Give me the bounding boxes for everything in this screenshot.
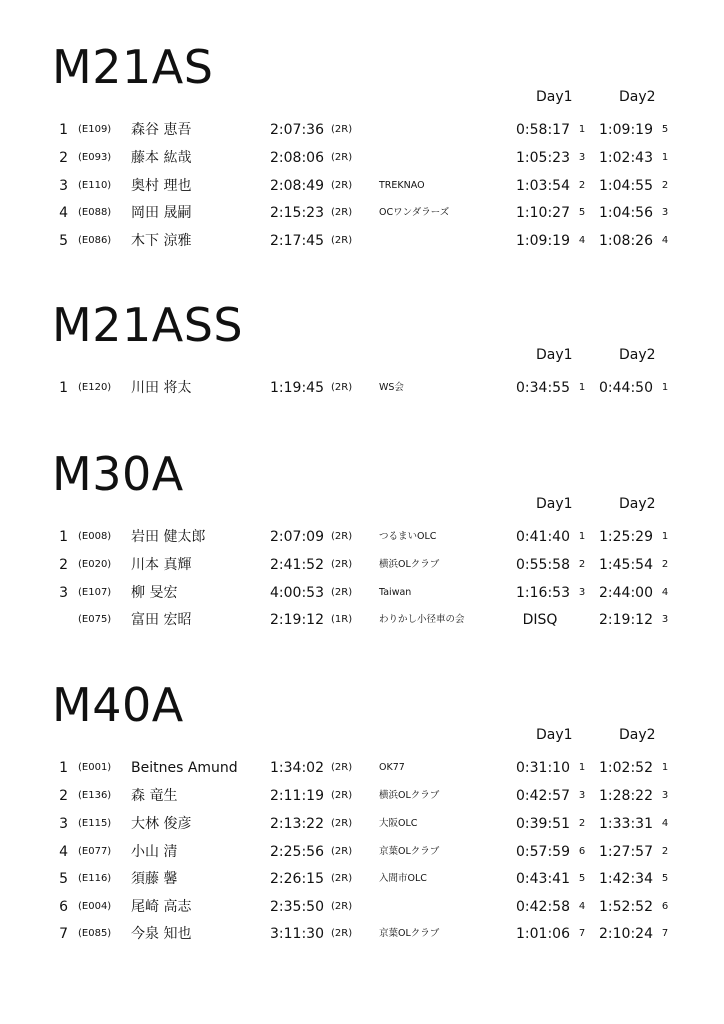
- total-time: 4:00:53: [270, 585, 324, 601]
- runs-count: (2R): [331, 531, 353, 542]
- rank: 2: [59, 150, 68, 166]
- result-row: [0, 897, 724, 917]
- club: 入間市OLC: [379, 873, 427, 884]
- result-row: [0, 786, 724, 806]
- day2-header: Day2: [619, 347, 656, 363]
- rank: 7: [59, 926, 68, 942]
- result-row: [0, 176, 724, 196]
- bib-number: (E116): [78, 873, 112, 884]
- club: 京葉OLクラブ: [379, 846, 440, 857]
- runs-count: (2R): [331, 124, 353, 135]
- rank: 4: [59, 205, 68, 221]
- bib-number: (E088): [78, 207, 112, 218]
- runner-name: 藤本 紘哉: [131, 150, 192, 166]
- runner-name: 小山 清: [131, 844, 178, 860]
- rank: 5: [59, 871, 68, 887]
- class-title: M21AS: [52, 40, 214, 94]
- day2-time: 1:27:57: [599, 844, 653, 860]
- total-time: 2:07:36: [270, 122, 324, 138]
- day1-rank: 4: [578, 235, 586, 246]
- day1-header: Day1: [536, 496, 573, 512]
- total-time: 2:19:12: [270, 612, 324, 628]
- runs-count: (2R): [331, 235, 353, 246]
- result-row: [0, 842, 724, 862]
- runs-count: (2R): [331, 818, 353, 829]
- bib-number: (E008): [78, 531, 112, 542]
- day2-rank: 2: [661, 846, 669, 857]
- day2-rank: 1: [661, 762, 669, 773]
- bib-number: (E004): [78, 901, 112, 912]
- rank: 1: [59, 529, 68, 545]
- club: 横浜OLクラブ: [379, 790, 440, 801]
- bib-number: (E075): [78, 614, 112, 625]
- runs-count: (1R): [331, 614, 353, 625]
- day1-time: 1:10:27: [516, 205, 570, 221]
- day1-time: 0:57:59: [516, 844, 570, 860]
- day2-time: 2:44:00: [599, 585, 653, 601]
- runner-name: 須藤 馨: [131, 871, 178, 887]
- day1-time: 1:03:54: [516, 178, 570, 194]
- total-time: 2:26:15: [270, 871, 324, 887]
- runner-name: Beitnes Amund: [131, 760, 238, 776]
- bib-number: (E110): [78, 180, 112, 191]
- bib-number: (E115): [78, 818, 112, 829]
- day2-rank: 7: [661, 928, 669, 939]
- bib-number: (E109): [78, 124, 112, 135]
- runner-name: 大林 俊彦: [131, 816, 192, 832]
- bib-number: (E136): [78, 790, 112, 801]
- day2-rank: 4: [661, 818, 669, 829]
- runner-name: 川本 真輝: [131, 557, 192, 573]
- day2-rank: 1: [661, 382, 669, 393]
- club: 大阪OLC: [379, 818, 418, 829]
- day2-time: 1:02:52: [599, 760, 653, 776]
- total-time: 2:08:06: [270, 150, 324, 166]
- day1-time: 1:09:19: [516, 233, 570, 249]
- day2-rank: 4: [661, 587, 669, 598]
- day1-rank: 5: [578, 873, 586, 884]
- runs-count: (2R): [331, 928, 353, 939]
- bib-number: (E086): [78, 235, 112, 246]
- runs-count: (2R): [331, 559, 353, 570]
- day1-time: 0:34:55: [516, 380, 570, 396]
- day2-time: 1:09:19: [599, 122, 653, 138]
- runner-name: 森谷 恵吾: [131, 122, 192, 138]
- runner-name: 富田 宏昭: [131, 612, 192, 628]
- bib-number: (E107): [78, 587, 112, 598]
- result-row: [0, 610, 724, 630]
- total-time: 2:17:45: [270, 233, 324, 249]
- bib-number: (E077): [78, 846, 112, 857]
- day1-time: 0:58:17: [516, 122, 570, 138]
- result-row: [0, 527, 724, 547]
- day2-time: 2:10:24: [599, 926, 653, 942]
- club: 横浜OLクラブ: [379, 559, 440, 570]
- day1-rank: 1: [578, 762, 586, 773]
- class-title: M21ASS: [52, 298, 244, 352]
- day2-rank: 4: [661, 235, 669, 246]
- day1-rank: 7: [578, 928, 586, 939]
- class-title: M40A: [52, 678, 184, 732]
- total-time: 2:08:49: [270, 178, 324, 194]
- day2-time: 1:04:56: [599, 205, 653, 221]
- day1-time: 0:42:57: [516, 788, 570, 804]
- day2-time: 1:04:55: [599, 178, 653, 194]
- day2-time: 0:44:50: [599, 380, 653, 396]
- day2-rank: 3: [661, 207, 669, 218]
- result-row: [0, 203, 724, 223]
- day2-time: 1:08:26: [599, 233, 653, 249]
- club: わりかし小径車の会: [379, 614, 465, 625]
- day2-time: 1:02:43: [599, 150, 653, 166]
- result-row: [0, 869, 724, 889]
- runner-name: 岩田 健太郎: [131, 529, 206, 545]
- result-row: [0, 148, 724, 168]
- day1-time: 0:31:10: [516, 760, 570, 776]
- day2-time: 1:42:34: [599, 871, 653, 887]
- result-row: [0, 378, 724, 398]
- total-time: 2:11:19: [270, 788, 324, 804]
- day2-time: 1:52:52: [599, 899, 653, 915]
- total-time: 2:35:50: [270, 899, 324, 915]
- runs-count: (2R): [331, 207, 353, 218]
- day2-rank: 5: [661, 124, 669, 135]
- day1-time: 0:42:58: [516, 899, 570, 915]
- rank: 1: [59, 380, 68, 396]
- rank: 2: [59, 557, 68, 573]
- rank: 3: [59, 178, 68, 194]
- day1-rank: 1: [578, 382, 586, 393]
- bib-number: (E020): [78, 559, 112, 570]
- day1-rank: 3: [578, 152, 586, 163]
- runner-name: 今泉 知也: [131, 926, 192, 942]
- bib-number: (E093): [78, 152, 112, 163]
- day2-time: 2:19:12: [599, 612, 653, 628]
- result-row: [0, 583, 724, 603]
- result-row: [0, 555, 724, 575]
- runs-count: (2R): [331, 790, 353, 801]
- day1-header: Day1: [536, 727, 573, 743]
- result-row: [0, 924, 724, 944]
- day2-time: 1:33:31: [599, 816, 653, 832]
- day1-rank: 5: [578, 207, 586, 218]
- day1-time: 0:39:51: [516, 816, 570, 832]
- day1-header: Day1: [536, 347, 573, 363]
- day2-rank: 1: [661, 152, 669, 163]
- total-time: 1:19:45: [270, 380, 324, 396]
- runs-count: (2R): [331, 846, 353, 857]
- runs-count: (2R): [331, 762, 353, 773]
- day1-rank: 3: [578, 790, 586, 801]
- runner-name: 奥村 理也: [131, 178, 192, 194]
- day2-time: 1:45:54: [599, 557, 653, 573]
- day2-rank: 2: [661, 180, 669, 191]
- day2-rank: 3: [661, 614, 669, 625]
- day1-rank: 2: [578, 559, 586, 570]
- bib-number: (E001): [78, 762, 112, 773]
- day2-header: Day2: [619, 89, 656, 105]
- bib-number: (E120): [78, 382, 112, 393]
- club: 京葉OLクラブ: [379, 928, 440, 939]
- runner-name: 川田 将太: [131, 380, 192, 396]
- day1-status: DISQ: [522, 612, 558, 628]
- club: つるまいOLC: [379, 531, 437, 542]
- runs-count: (2R): [331, 587, 353, 598]
- runner-name: 森 竜生: [131, 788, 178, 804]
- result-row: [0, 814, 724, 834]
- day1-rank: 6: [578, 846, 586, 857]
- day1-rank: 2: [578, 180, 586, 191]
- total-time: 2:15:23: [270, 205, 324, 221]
- runs-count: (2R): [331, 901, 353, 912]
- runs-count: (2R): [331, 873, 353, 884]
- total-time: 2:13:22: [270, 816, 324, 832]
- day2-time: 1:28:22: [599, 788, 653, 804]
- total-time: 2:25:56: [270, 844, 324, 860]
- day1-rank: 4: [578, 901, 586, 912]
- total-time: 1:34:02: [270, 760, 324, 776]
- day2-time: 1:25:29: [599, 529, 653, 545]
- day2-rank: 1: [661, 531, 669, 542]
- runs-count: (2R): [331, 382, 353, 393]
- total-time: 2:41:52: [270, 557, 324, 573]
- club: Taiwan: [379, 587, 412, 598]
- club: WS会: [379, 382, 404, 393]
- day1-time: 0:43:41: [516, 871, 570, 887]
- day2-rank: 6: [661, 901, 669, 912]
- club: TREKNAO: [379, 180, 425, 191]
- club: OCワンダラーズ: [379, 207, 450, 218]
- rank: 4: [59, 844, 68, 860]
- day1-rank: 2: [578, 818, 586, 829]
- runs-count: (2R): [331, 152, 353, 163]
- rank: 1: [59, 122, 68, 138]
- result-row: [0, 120, 724, 140]
- day2-rank: 2: [661, 559, 669, 570]
- day2-rank: 3: [661, 790, 669, 801]
- rank: 2: [59, 788, 68, 804]
- day2-header: Day2: [619, 727, 656, 743]
- runner-name: 柳 旻宏: [131, 585, 178, 601]
- day1-time: 0:55:58: [516, 557, 570, 573]
- day1-rank: 3: [578, 587, 586, 598]
- rank: 1: [59, 760, 68, 776]
- runner-name: 岡田 晟嗣: [131, 205, 192, 221]
- club: OK77: [379, 762, 405, 773]
- day1-time: 1:01:06: [516, 926, 570, 942]
- day1-time: 1:05:23: [516, 150, 570, 166]
- rank: 3: [59, 816, 68, 832]
- result-row: [0, 231, 724, 251]
- day1-time: 0:41:40: [516, 529, 570, 545]
- day1-time: 1:16:53: [516, 585, 570, 601]
- rank: 3: [59, 585, 68, 601]
- day2-rank: 5: [661, 873, 669, 884]
- day1-rank: 1: [578, 124, 586, 135]
- day1-header: Day1: [536, 89, 573, 105]
- total-time: 2:07:09: [270, 529, 324, 545]
- result-row: [0, 758, 724, 778]
- day1-rank: 1: [578, 531, 586, 542]
- runner-name: 尾崎 高志: [131, 899, 192, 915]
- rank: 5: [59, 233, 68, 249]
- runner-name: 木下 涼雅: [131, 233, 192, 249]
- bib-number: (E085): [78, 928, 112, 939]
- class-title: M30A: [52, 447, 184, 501]
- total-time: 3:11:30: [270, 926, 324, 942]
- rank: 6: [59, 899, 68, 915]
- day2-header: Day2: [619, 496, 656, 512]
- runs-count: (2R): [331, 180, 353, 191]
